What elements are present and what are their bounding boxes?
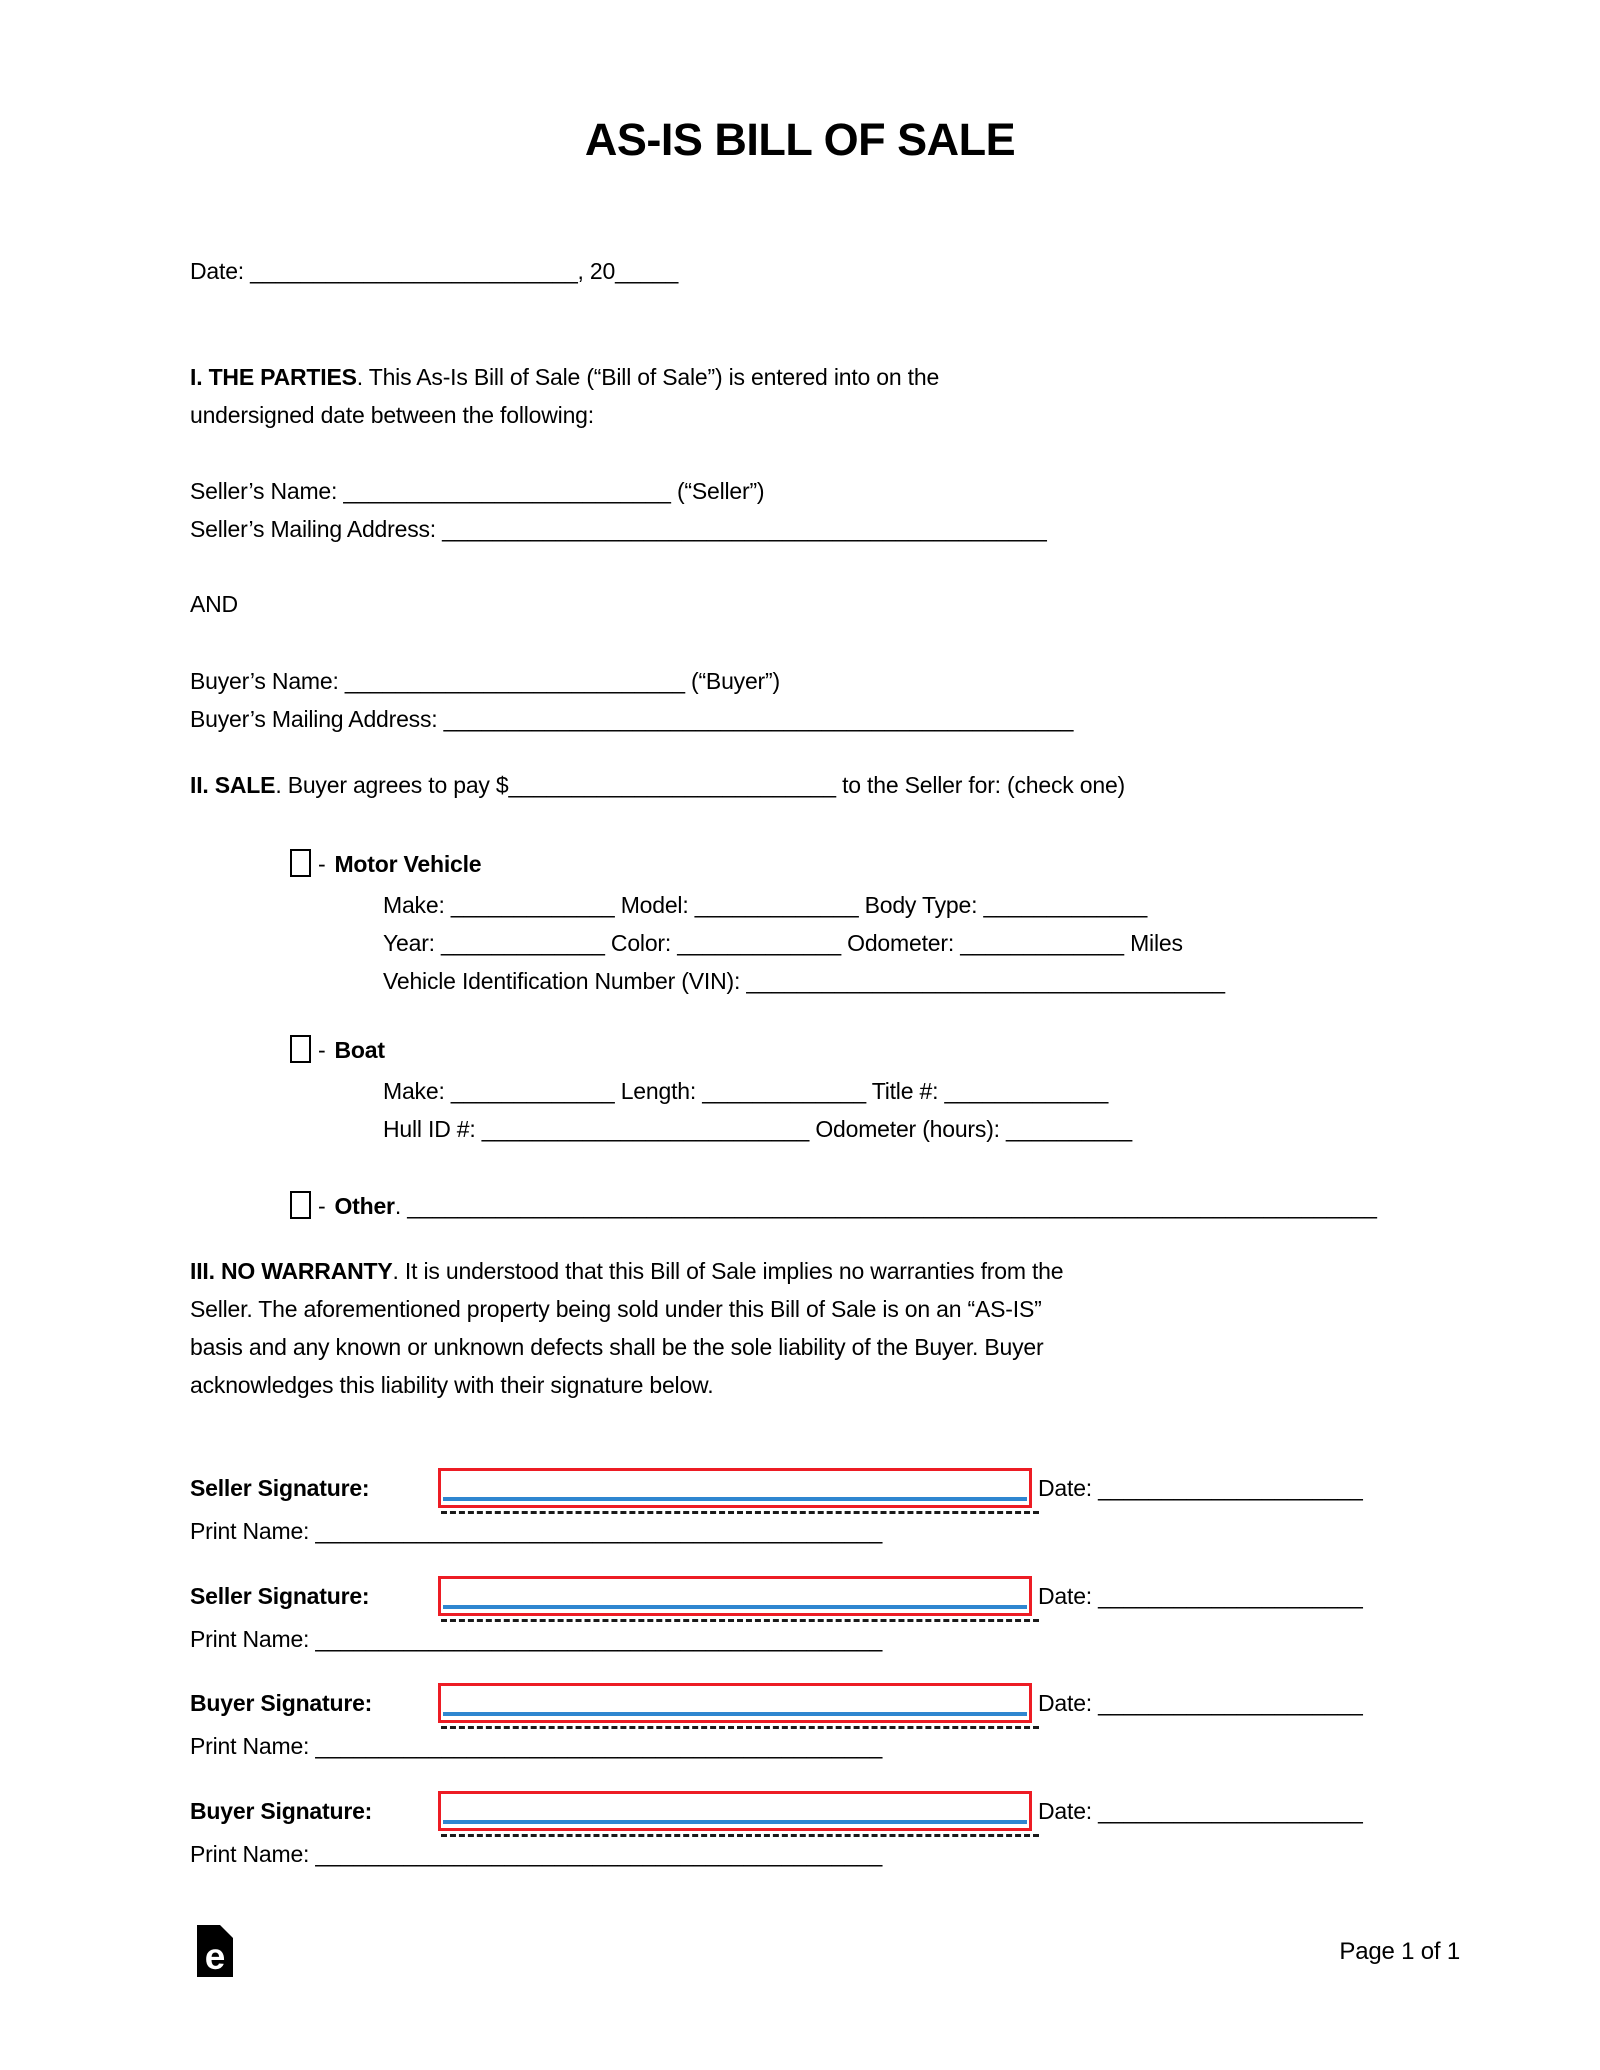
seller-print-name-1: Print Name: _____________________________________________ [190, 1518, 883, 1544]
seller-signature-row-1 [190, 1466, 1363, 1510]
document-title: AS-IS BILL OF SALE [584, 114, 1016, 165]
checkbox-separator: - [318, 1193, 326, 1219]
date-line: Date: __________________________, 20_____ [190, 258, 679, 284]
warranty-line-2: Seller. The aforementioned property being sold under this Bill of Sale is on an “AS-IS” [190, 1296, 1042, 1322]
parties-line-1 [190, 358, 1460, 396]
motor-vehicle-row-2: Year: _____________ Color: _____________ Odometer: _____________ Miles [383, 930, 1183, 956]
signature-date-line: Date: _____________________ [1038, 1797, 1363, 1824]
seller-address-line: Seller’s Mailing Address: ________________________________________________ [190, 516, 1047, 542]
boat-row-1: Make: _____________ Length: _____________ Title #: _____________ [383, 1078, 1109, 1104]
motor-vehicle-row-3: Vehicle Identification Number (VIN): ______________________________________ [383, 968, 1225, 994]
buyer-signature-label: Buyer Signature: [190, 1689, 373, 1716]
motor-vehicle-row-1: Make: _____________ Model: _____________ Body Type: _____________ [383, 892, 1148, 918]
option-boat [190, 1028, 1460, 1148]
buyer-signature-label: Buyer Signature: [190, 1797, 373, 1824]
signature-date-line: Date: _____________________ [1038, 1582, 1363, 1609]
warranty-line-3: basis and any known or unknown defects shall be the sole liability of the Buyer. Buyer [190, 1334, 1044, 1360]
motor-vehicle-label: Motor Vehicle [334, 851, 482, 877]
motor-vehicle-checkbox[interactable] [290, 849, 311, 877]
buyer-print-name-1: Print Name: _____________________________________________ [190, 1733, 883, 1759]
page-number: Page 1 of 1 [1339, 1938, 1460, 1965]
seller-signature-field-1[interactable] [438, 1468, 1032, 1508]
parties-heading: I. THE PARTIES [190, 364, 357, 390]
signature-blue-line [443, 1605, 1027, 1609]
boat-head [290, 1028, 1460, 1072]
signature-blue-line [443, 1497, 1027, 1501]
other-blank-line: . _____________________________________________________________________________ [394, 1193, 1377, 1219]
checkbox-separator: - [318, 851, 326, 877]
buyer-signature-field-1[interactable] [438, 1683, 1032, 1723]
warranty-heading-rest: . It is understood that this Bill of Sale implies no warranties from the [392, 1258, 1064, 1284]
parties-line-2: undersigned date between the following: [190, 402, 594, 428]
option-motor-vehicle [190, 842, 1460, 1000]
seller-signature-row-2 [190, 1574, 1363, 1618]
buyer-print-name-2: Print Name: _____________________________________________ [190, 1841, 883, 1867]
warranty-heading: III. NO WARRANTY [190, 1258, 393, 1284]
sale-heading: II. SALE [190, 772, 276, 798]
seller-print-name-2: Print Name: _____________________________________________ [190, 1626, 883, 1652]
buyer-signature-row-1 [190, 1681, 1363, 1725]
section-parties [190, 358, 1460, 434]
other-checkbox[interactable] [290, 1191, 311, 1219]
boat-row-2: Hull ID #: __________________________ Odometer (hours): __________ [383, 1116, 1132, 1142]
warranty-line-1 [190, 1252, 1460, 1290]
sale-heading-rest: . Buyer agrees to pay $__________________________ to the Seller for: (check one) [275, 772, 1126, 798]
section-no-warranty [190, 1252, 1460, 1404]
section-sale [190, 766, 1460, 804]
seller-signature-label: Seller Signature: [190, 1582, 370, 1609]
signature-blue-line [443, 1820, 1027, 1824]
buyer-signature-field-2[interactable] [438, 1791, 1032, 1831]
seller-signature-label: Seller Signature: [190, 1474, 370, 1501]
checkbox-separator: - [318, 1037, 326, 1063]
boat-checkbox[interactable] [290, 1035, 311, 1063]
motor-vehicle-head [290, 842, 1460, 886]
eforms-logo-icon [197, 1925, 233, 1977]
warranty-line-4: acknowledges this liability with their signature below. [190, 1372, 714, 1398]
seller-name-line: Seller’s Name: __________________________ (“Seller”) [190, 478, 765, 504]
signature-date-line: Date: _____________________ [1038, 1474, 1363, 1501]
signature-blue-line [443, 1712, 1027, 1716]
buyer-name-line: Buyer’s Name: ___________________________ (“Buyer”) [190, 668, 780, 694]
buyer-address-line: Buyer’s Mailing Address: __________________________________________________ [190, 706, 1074, 732]
and-label: AND [190, 591, 238, 617]
buyer-signature-row-2 [190, 1789, 1363, 1833]
option-other [190, 1184, 1460, 1228]
boat-label: Boat [334, 1037, 385, 1063]
eforms-logo-letter: e [204, 1936, 226, 1977]
other-head [290, 1184, 1460, 1228]
seller-info [190, 472, 1460, 548]
seller-signature-field-2[interactable] [438, 1576, 1032, 1616]
other-label: Other [334, 1193, 395, 1219]
parties-heading-rest: . This As-Is Bill of Sale (“Bill of Sale”) is entered into on the [356, 364, 940, 390]
buyer-info [190, 662, 1460, 738]
signature-date-line: Date: _____________________ [1038, 1689, 1363, 1716]
